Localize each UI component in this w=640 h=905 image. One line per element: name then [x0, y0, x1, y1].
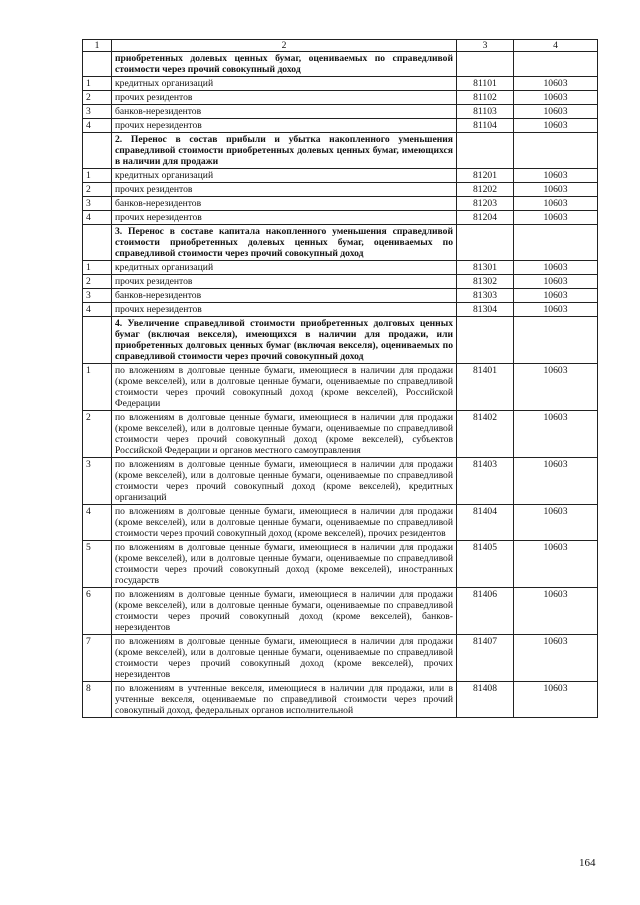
account-number-cell: 10603: [514, 197, 598, 211]
row-number-cell: 5: [83, 541, 112, 588]
symbol-code-cell: 81101: [457, 77, 514, 91]
description-cell: 4. Увеличение справедливой стоимости приобретенных долговых ценных бумаг (включая векселя), имеющихся в наличии для продажи, или приобретенных долговых ценных бумаг (включая векселя), оцениваемых по справедливой стоимости через прочий совокупный доход: [112, 317, 457, 364]
symbol-code-cell: 81408: [457, 682, 514, 718]
symbol-code-cell: 81104: [457, 119, 514, 133]
row-number-cell: 6: [83, 588, 112, 635]
account-number-cell: 10603: [514, 169, 598, 183]
description-cell: по вложениям в долговые ценные бумаги, имеющиеся в наличии для продажи (кроме векселей), или в долговые ценные бумаги, оцениваемые по справедливой стоимости через прочий совокупный доход (кроме векселей), прочих резидентов: [112, 505, 457, 541]
row-number-cell: [83, 317, 112, 364]
description-cell: кредитных организаций: [112, 77, 457, 91]
symbol-code-cell: 81404: [457, 505, 514, 541]
symbol-code-cell: 81102: [457, 91, 514, 105]
account-number-cell: 10603: [514, 364, 598, 411]
symbol-code-cell: [457, 52, 514, 77]
description-cell: прочих нерезидентов: [112, 303, 457, 317]
account-number-cell: 10603: [514, 289, 598, 303]
section-heading-row: [83, 52, 598, 77]
account-number-cell: 10603: [514, 458, 598, 505]
description-cell: по вложениям в долговые ценные бумаги, имеющиеся в наличии для продажи (кроме векселей), или в долговые ценные бумаги, оцениваемые по справедливой стоимости через прочий совокупный доход (кроме векселей), иностранных государств: [112, 541, 457, 588]
description-cell: прочих резидентов: [112, 183, 457, 197]
symbol-code-cell: 81402: [457, 411, 514, 458]
table-row: [83, 183, 598, 197]
account-number-cell: 10603: [514, 411, 598, 458]
table-body: [83, 52, 598, 718]
description-cell: приобретенных долевых ценных бумаг, оцениваемых по справедливой стоимости через прочий совокупный доход: [112, 52, 457, 77]
symbol-code-cell: 81301: [457, 261, 514, 275]
table-header-row: [83, 40, 598, 52]
row-number-cell: 4: [83, 119, 112, 133]
account-number-cell: 10603: [514, 505, 598, 541]
symbol-code-cell: 81103: [457, 105, 514, 119]
table-row: [83, 261, 598, 275]
description-cell: прочих резидентов: [112, 91, 457, 105]
symbol-code-cell: 81303: [457, 289, 514, 303]
symbol-code-cell: 81202: [457, 183, 514, 197]
symbol-code-cell: 81204: [457, 211, 514, 225]
row-number-cell: 3: [83, 458, 112, 505]
description-cell: прочих нерезидентов: [112, 119, 457, 133]
description-cell: по вложениям в долговые ценные бумаги, имеющиеся в наличии для продажи (кроме векселей), или в долговые ценные бумаги, оцениваемые по справедливой стоимости через прочий совокупный доход (кроме векселей), Российской Федерации: [112, 364, 457, 411]
column-header: 1: [83, 40, 112, 52]
section-heading-row: [83, 225, 598, 261]
row-number-cell: 7: [83, 635, 112, 682]
row-number-cell: 2: [83, 91, 112, 105]
row-number-cell: 4: [83, 211, 112, 225]
description-cell: по вложениям в долговые ценные бумаги, имеющиеся в наличии для продажи (кроме векселей), или в долговые ценные бумаги, оцениваемые по справедливой стоимости через прочий совокупный доход (кроме векселей), кредитных организаций: [112, 458, 457, 505]
table-row: [83, 119, 598, 133]
description-cell: 2. Перенос в состав прибыли и убытка накопленного уменьшения справедливой стоимости приобретенных долевых ценных бумаг, имеющихся в наличии для продажи: [112, 133, 457, 169]
row-number-cell: 1: [83, 77, 112, 91]
table-row: [83, 91, 598, 105]
row-number-cell: 1: [83, 261, 112, 275]
symbol-code-cell: [457, 225, 514, 261]
account-number-cell: 10603: [514, 682, 598, 718]
row-number-cell: [83, 52, 112, 77]
description-cell: по вложениям в учтенные векселя, имеющиеся в наличии для продажи, или в учтенные векселя, оцениваемые по справедливой стоимости через прочий совокупный доход, федеральных органов исполнительной: [112, 682, 457, 718]
row-number-cell: 8: [83, 682, 112, 718]
account-number-cell: [514, 317, 598, 364]
account-number-cell: 10603: [514, 541, 598, 588]
table-row: [83, 197, 598, 211]
description-cell: банков-нерезидентов: [112, 289, 457, 303]
table-row: [83, 105, 598, 119]
column-header: 2: [112, 40, 457, 52]
row-number-cell: 3: [83, 105, 112, 119]
symbol-code-cell: [457, 317, 514, 364]
row-number-cell: 4: [83, 303, 112, 317]
account-number-cell: 10603: [514, 105, 598, 119]
section-heading-row: [83, 133, 598, 169]
table-row: [83, 303, 598, 317]
description-cell: кредитных организаций: [112, 261, 457, 275]
table-row: [83, 411, 598, 458]
account-number-cell: 10603: [514, 91, 598, 105]
table-row: [83, 458, 598, 505]
row-number-cell: 2: [83, 183, 112, 197]
description-cell: прочих резидентов: [112, 275, 457, 289]
account-number-cell: 10603: [514, 303, 598, 317]
description-cell: кредитных организаций: [112, 169, 457, 183]
table-row: [83, 364, 598, 411]
description-cell: банков-нерезидентов: [112, 197, 457, 211]
table-row: [83, 505, 598, 541]
symbol-code-cell: 81407: [457, 635, 514, 682]
row-number-cell: 1: [83, 169, 112, 183]
row-number-cell: 2: [83, 275, 112, 289]
account-number-cell: 10603: [514, 119, 598, 133]
account-number-cell: 10603: [514, 275, 598, 289]
description-cell: банков-нерезидентов: [112, 105, 457, 119]
account-number-cell: 10603: [514, 261, 598, 275]
account-number-cell: 10603: [514, 183, 598, 197]
symbol-code-cell: [457, 133, 514, 169]
table-row: [83, 588, 598, 635]
row-number-cell: 3: [83, 289, 112, 303]
account-number-cell: [514, 133, 598, 169]
symbol-code-cell: 81201: [457, 169, 514, 183]
table-row: [83, 77, 598, 91]
accounts-table: [82, 39, 598, 718]
symbol-code-cell: 81304: [457, 303, 514, 317]
account-number-cell: [514, 52, 598, 77]
description-cell: по вложениям в долговые ценные бумаги, имеющиеся в наличии для продажи (кроме векселей), или в долговые ценные бумаги, оцениваемые по справедливой стоимости через прочий совокупный доход (кроме векселей), прочих нерезидентов: [112, 635, 457, 682]
column-header: 4: [514, 40, 598, 52]
page-number: 164: [579, 857, 596, 869]
table-row: [83, 635, 598, 682]
table-row: [83, 275, 598, 289]
row-number-cell: [83, 225, 112, 261]
table-row: [83, 169, 598, 183]
symbol-code-cell: 81405: [457, 541, 514, 588]
account-number-cell: [514, 225, 598, 261]
account-number-cell: 10603: [514, 77, 598, 91]
symbol-code-cell: 81401: [457, 364, 514, 411]
section-heading-row: [83, 317, 598, 364]
account-number-cell: 10603: [514, 588, 598, 635]
row-number-cell: [83, 133, 112, 169]
account-number-cell: 10603: [514, 635, 598, 682]
table-row: [83, 211, 598, 225]
row-number-cell: 4: [83, 505, 112, 541]
row-number-cell: 1: [83, 364, 112, 411]
table-row: [83, 541, 598, 588]
account-number-cell: 10603: [514, 211, 598, 225]
symbol-code-cell: 81406: [457, 588, 514, 635]
row-number-cell: 2: [83, 411, 112, 458]
column-header: 3: [457, 40, 514, 52]
description-cell: по вложениям в долговые ценные бумаги, имеющиеся в наличии для продажи (кроме векселей), или в долговые ценные бумаги, оцениваемые по справедливой стоимости через прочий совокупный доход (кроме векселей), субъектов Российской Федерации и органов местного самоуправления: [112, 411, 457, 458]
table-row: [83, 289, 598, 303]
row-number-cell: 3: [83, 197, 112, 211]
description-cell: прочих нерезидентов: [112, 211, 457, 225]
description-cell: по вложениям в долговые ценные бумаги, имеющиеся в наличии для продажи (кроме векселей), или в долговые ценные бумаги, оцениваемые по справедливой стоимости через прочий совокупный доход (кроме векселей), банков-нерезидентов: [112, 588, 457, 635]
description-cell: 3. Перенос в составе капитала накопленного уменьшения справедливой стоимости приобретенных долевых ценных бумаг, оцениваемых по справедливой стоимости через прочий совокупный доход: [112, 225, 457, 261]
table-row: [83, 682, 598, 718]
symbol-code-cell: 81302: [457, 275, 514, 289]
symbol-code-cell: 81203: [457, 197, 514, 211]
symbol-code-cell: 81403: [457, 458, 514, 505]
